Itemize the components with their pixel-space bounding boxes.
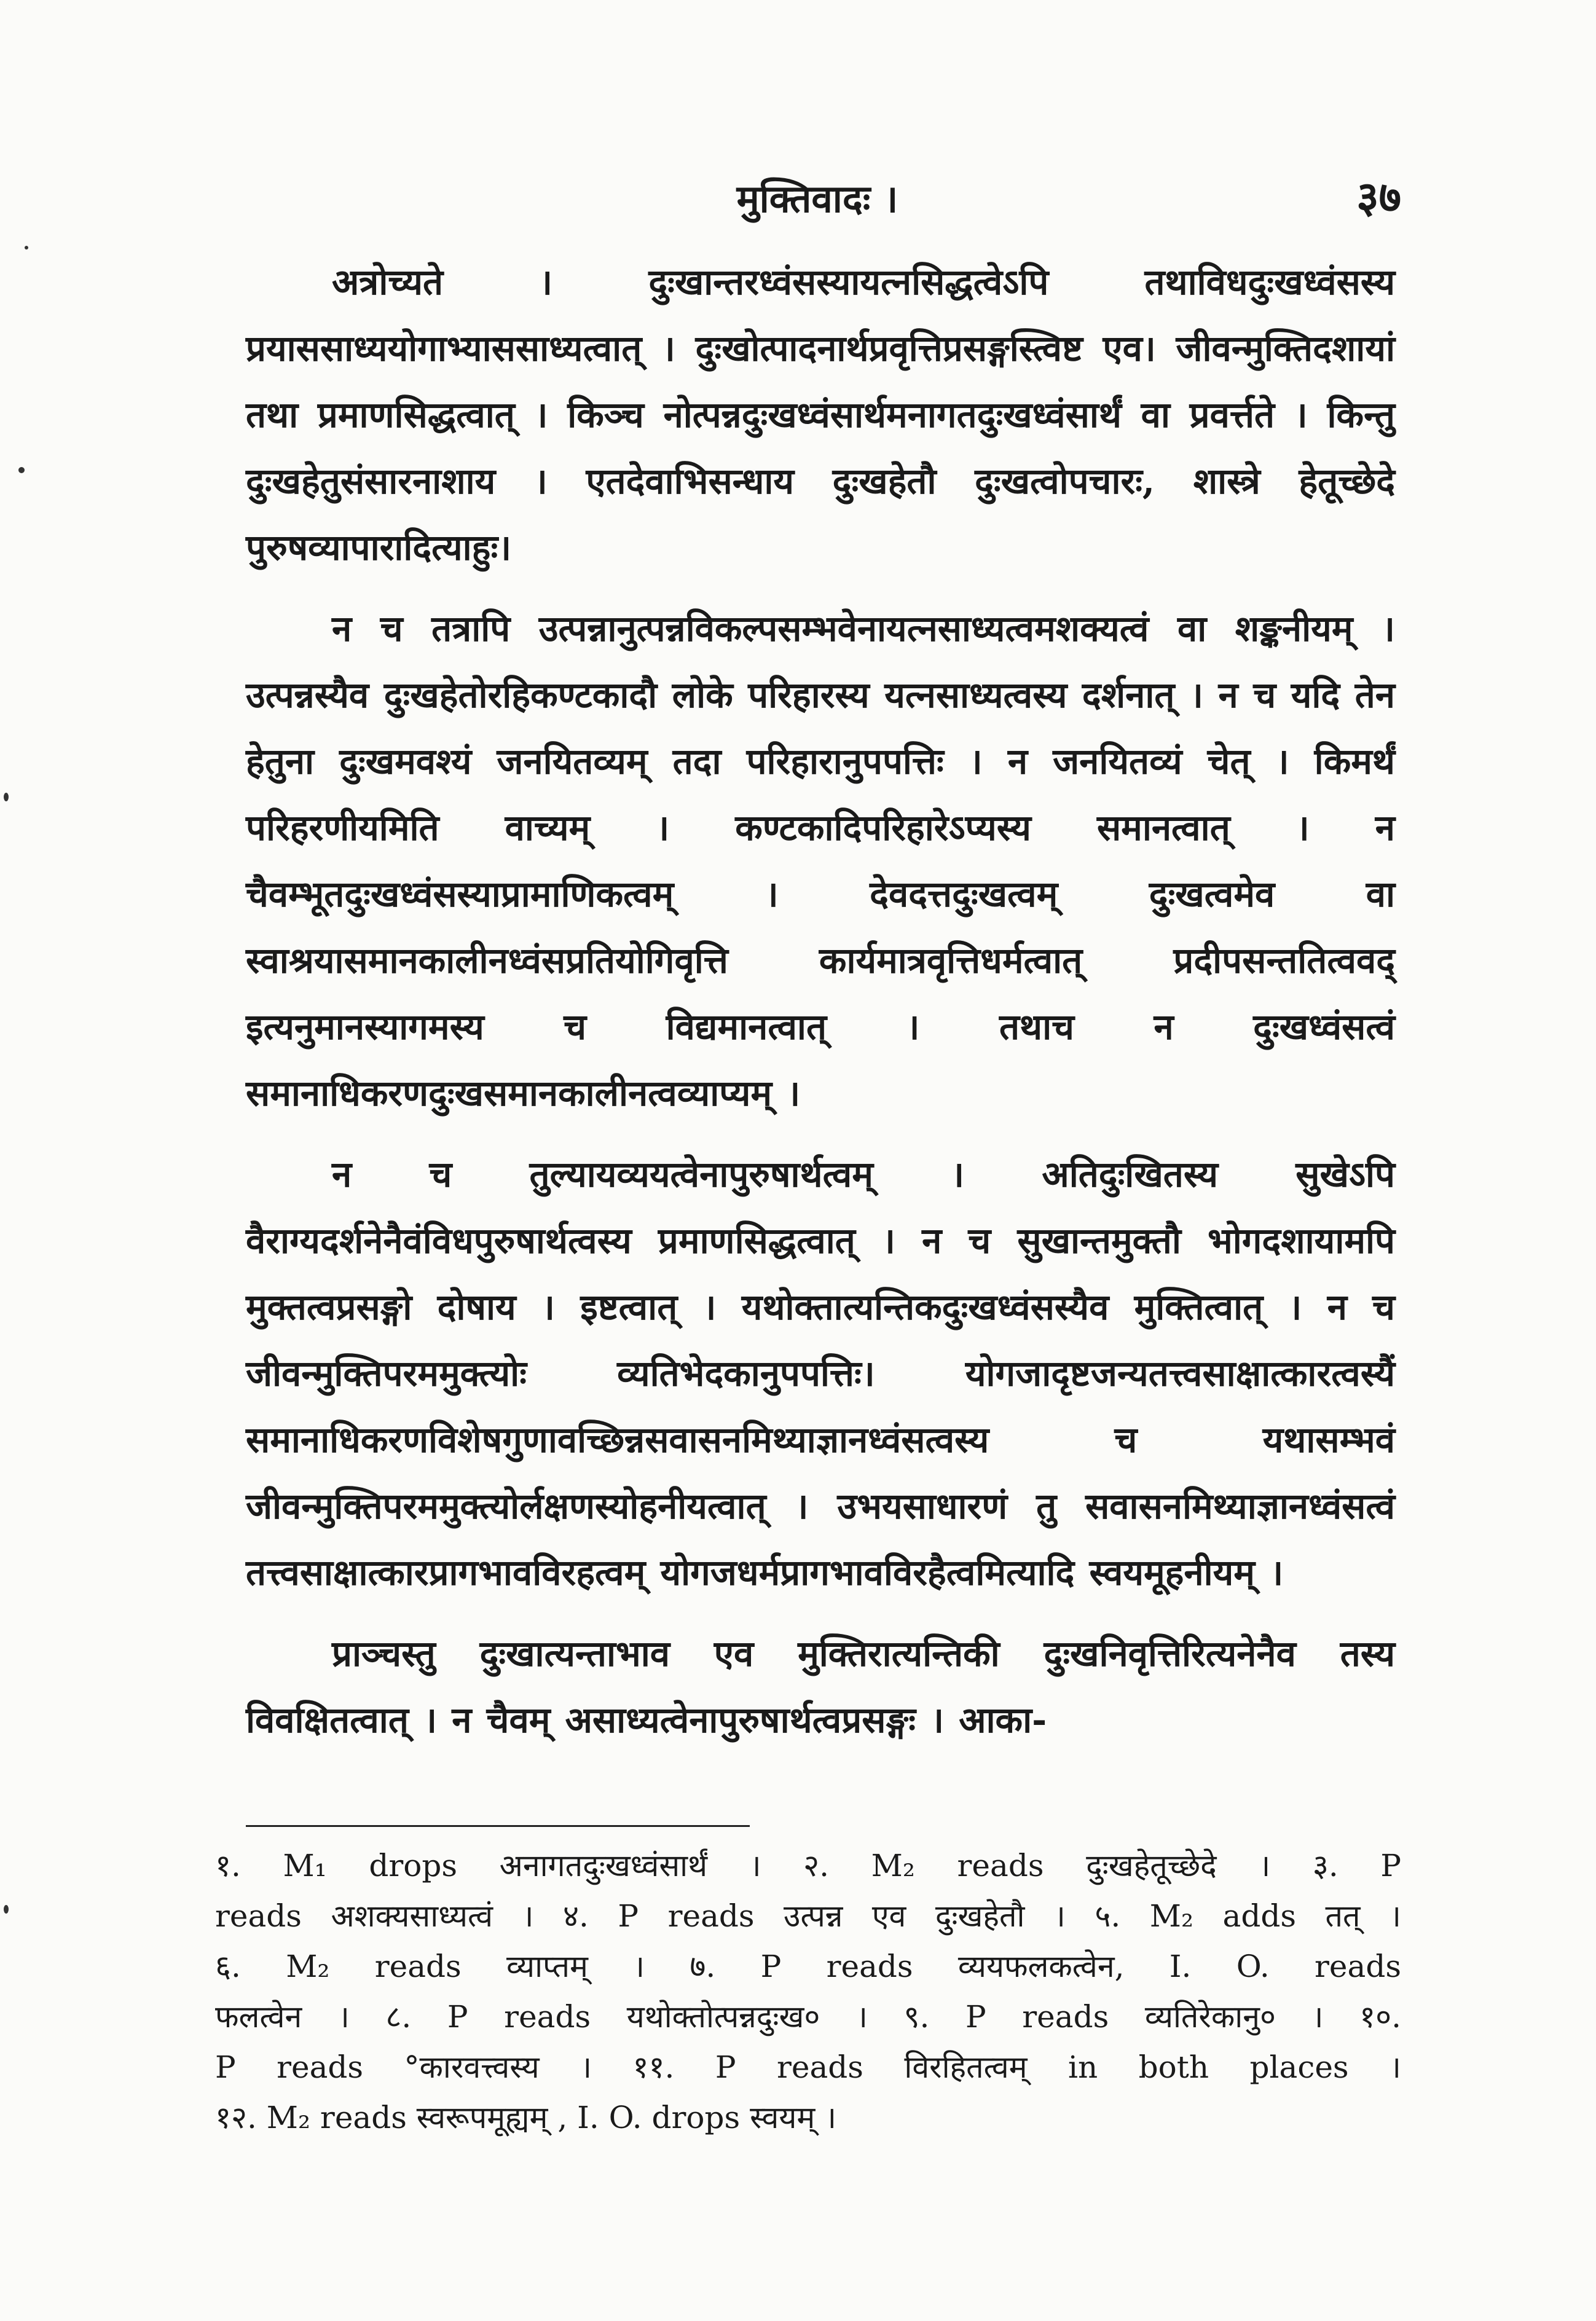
- footnotes: [215, 1840, 1401, 2143]
- footnote-line: १. M₁ drops अनागतदुःखध्वंसार्थं । २. M₂ reads दुःखहेतूच्छेदे । ३. P: [215, 1848, 1401, 1883]
- footnote-line: P reads °कारवत्त्वस्य । ११. P reads विरहितत्वम् in both places ।: [215, 2049, 1401, 2085]
- page-number: ३७: [1356, 171, 1401, 222]
- footnote-line: reads अशक्यसाध्यत्वं । ४. P reads उत्पन्न एव दुःखहेतौ । ५. M₂ adds तत् ।: [215, 1898, 1401, 1934]
- running-title: मुक्तिवादः ।: [736, 176, 898, 221]
- margin-speck: [4, 793, 9, 801]
- paragraph: अत्रोच्यते । दुःखान्तरध्वंसस्यायत्नसिद्धत्वेऽपि तथाविधदुःखध्वंसस्य प्रयाससाध्ययोगाभ्याससाध्यत्वात् । दुःखोत्पादनार्थप्रवृत्तिप्रसङ्गस्त्विष्ट एव। जीवन्मुक्तिदशायां तथा प्रमाणसिद्धत्वात् । किञ्च नोत्पन्नदुःखध्वंसार्थमनागतदुःखध्वंसार्थं वा प्रवर्त्तते । किन्तु दुःखहेतुसंसारनाशाय । एतदेवाभिसन्धाय दुःखहेतौ दुःखत्वोपचारः, शास्त्रे हेतूच्छेदे पुरुषव्यापारादित्याहुः।: [246, 261, 1395, 568]
- footnote-line: फलत्वेन । ८. P reads यथोक्तोत्पन्नदुःख० । ९. P reads व्यतिरेकानु० । १०.: [215, 1999, 1401, 2035]
- paragraph: प्राञ्चस्तु दुःखात्यन्ताभाव एव मुक्तिरात्यन्तिकी दुःखनिवृत्तिरित्यनेनैव तस्य विवक्षितत्वात् । न चैवम् असाध्यत्वेनापुरुषार्थत्वप्रसङ्गः । आका-: [246, 1633, 1395, 1741]
- footnote-line: ६. M₂ reads व्याप्तम् । ७. P reads व्ययफलकत्वेन, I. O. reads: [215, 1949, 1401, 1984]
- footnote-line: १२. M₂ reads स्वरूपमूह्यम् , I. O. drops स्वयम् ।: [215, 2100, 837, 2135]
- margin-speck: [18, 467, 25, 473]
- margin-speck: [25, 246, 28, 249]
- running-head: [234, 166, 1401, 234]
- paragraph: न च तुल्यायव्ययत्वेनापुरुषार्थत्वम् । अतिदुःखितस्य सुखेऽपि वैराग्यदर्शनेनैवंविधपुरुषार्थत्वस्य प्रमाणसिद्धत्वात् । न च सुखान्तमुक्तौ भोगदशायामपि मुक्तत्वप्रसङ्गो दोषाय । इष्टत्वात् । यथोक्तात्यन्तिकदुःखध्वंसस्यैव मुक्तित्वात् । न च जीवन्मुक्तिपरममुक्त्योः व्यतिभेदकानुपपत्तिः। योगजादृष्टजन्यतत्त्वसाक्षात्कारत्वस्यैं समानाधिकरणविशेषगुणावच्छिन्नसवासनमिथ्याज्ञानध्वंसत्वस्य च यथासम्भवं जीवन्मुक्तिपरममुक्त्योर्लक्षणस्योहनीयत्वात् । उभयसाधारणं तु सवासनमिथ्याज्ञानध्वंसत्वं तत्त्वसाक्षात्कारप्रागभावविरहत्वम् योगजधर्मप्रागभावविरहैत्वमित्यादि स्वयमूहनीयम् ।: [246, 1153, 1395, 1593]
- footnote-rule: [246, 1825, 750, 1827]
- body-text: [246, 249, 1395, 1753]
- paragraph: न च तत्रापि उत्पन्नानुत्पन्नविकल्पसम्भवेनायत्नसाध्यत्वमशक्यत्वं वा शङ्कनीयम् । उत्पन्नस्यैव दुःखहेतोरहिकण्टकादौ लोके परिहारस्य यत्नसाध्यत्वस्य दर्शनात् । न च यदि तेन हेतुना दुःखमवश्यं जनयितव्यम् तदा परिहारानुपपत्तिः । न जनयितव्यं चेत् । किमर्थं परिहरणीयमिति वाच्यम् । कण्टकादिपरिहारेऽप्यस्य समानत्वात् । न चैवम्भूतदुःखध्वंसस्याप्रामाणिकत्वम् । देवदत्तदुःखत्वम् दुःखत्वमेव वा स्वाश्रयासमानकालीनध्वंसप्रतियोगिवृत्ति कार्यमात्रवृत्तिधर्मत्वात् प्रदीपसन्ततित्ववद् इत्यनुमानस्यागमस्य च विद्यमानत्वात् । तथाच न दुःखध्वंसत्वं समानाधिकरणदुःखसमानकालीनत्वव्याप्यम् ।: [246, 608, 1395, 1114]
- margin-speck: [4, 1905, 9, 1914]
